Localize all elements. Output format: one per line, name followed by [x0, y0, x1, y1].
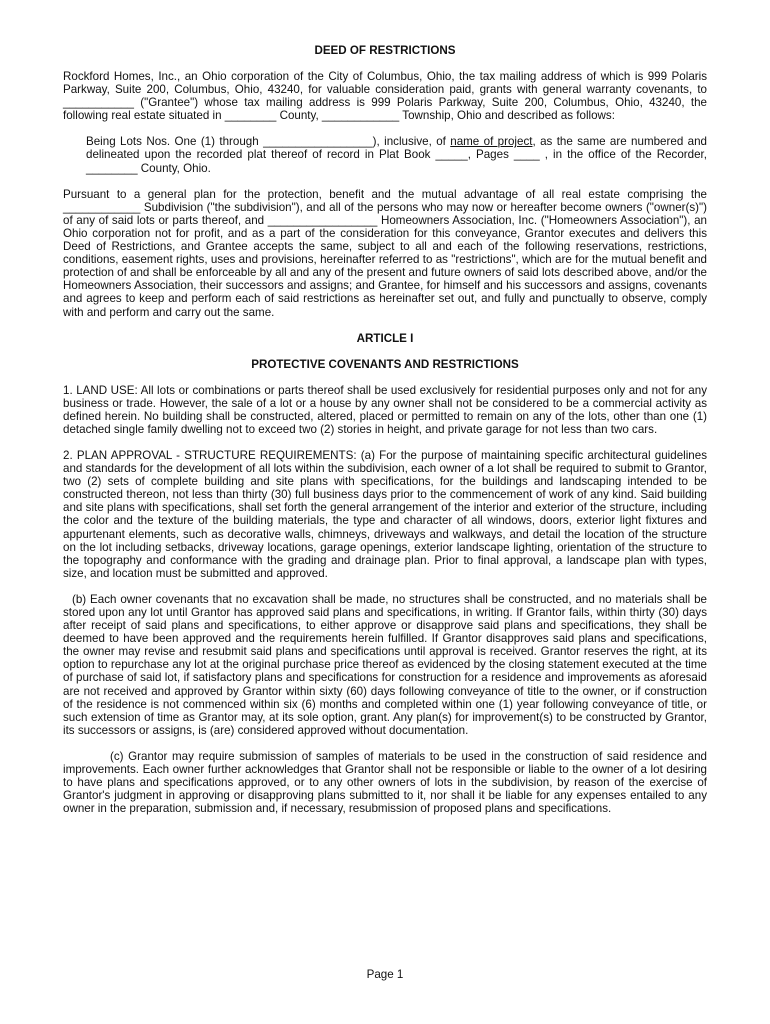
lots-text-post: , as the same are numbered and delineated upon the recorded plat thereof of record in Plat Book _____, Pages ____ , in the office of the Recorder, ________ County, Ohio. [86, 135, 707, 175]
lots-paragraph [63, 135, 707, 174]
document-page [63, 44, 707, 815]
lots-text-pre: Being Lots Nos. One (1) through _________________), inclusive, of [86, 135, 451, 149]
pursuant-paragraph: Pursuant to a general plan for the protection, benefit and the mutual advantage of all real estate comprising the ____________ Subdivision ("the subdivision"), and all of the persons who may now or hereafter become owners ("owner(s)") of any of said lots or parts thereof, and _________________ Homeowners Association, Inc. ("Homeowners Association"), an Ohio corporation not for profit, and as a part of the consideration for this conveyance, Grantor executes and delivers this Deed of Restrictions, and Grantee accepts the same, subject to all and each of the following reservations, restrictions, conditions, easement rights, uses and provisions, hereinafter referred to as "restrictions", which are for the mutual benefit and protection of and shall be enforceable by all and any of the present and future owners of said lots described above, and/or the Homeowners Association, their successors and assigns; and Grantee, for himself and his successors and assigns, covenants and agrees to keep and perform each of said restrictions as hereinafter set out, and fully and punctually to observe, comply with and perform and carry out the same. [63, 187, 707, 319]
plan-approval-paragraph: 2. PLAN APPROVAL - STRUCTURE REQUIREMENTS: (a) For the purpose of maintaining specific architectural guidelines and standards for the development of all lots within the subdivision, each owner of a lot shall be required to submit to Grantor, two (2) sets of complete building and site plans with specifications, for the buildings and landscaping intended to be constructed thereon, not less than thirty (30) full business days prior to the commencement of work of any kind. Said building and site plans with specifications, shall set forth the general arrangement of the interior and exterior of the structure, including the color and the texture of the building materials, the type and character of all windows, doors, exterior light fixtures and appurtenant elements, such as decorative walls, chimneys, driveways and walkways, and detail the location of the structure on the lot including setbacks, driveway locations, garage openings, exterior landscape lighting, orientation of the structure to the topography and conformance with the grading and drainage plan. Prior to final approval, a landscape plan with types, size, and location must be submitted and approved. [63, 448, 707, 580]
paragraph-c: (c) Grantor may require submission of samples of materials to be used in the construction of said residence and improvements. Each owner further acknowledges that Grantor shall not be responsible or liable to the owner of a lot desiring to have plans and specifications approved, or to any other owners of lots in the subdivision, by reason of the exercise of Grantor's judgment in approving or disapproving plans submitted to it, nor shall it be liable for any expenses entailed to any owner in the preparation, submission and, if necessary, resubmission of proposed plans and specifications. [63, 749, 707, 816]
paragraph-b: (b) Each owner covenants that no excavation shall be made, no structures shall be constructed, and no materials shall be stored upon any lot until Grantor has approved said plans and specifications, in writing. If Grantor fails, within thirty (30) days after receipt of said plans and specifications, to either approve or disapprove said plans and specifications, they shall be deemed to have been approved and the requirements herein fulfilled. If Grantor disapproves said plans and specifications, the owner may revise and resubmit said plans and specifications until approval is received. Grantor reserves the right, at its option to repurchase any lot at the original purchase price thereof as evidenced by the closing statement executed at the time of purchase of said lot, if satisfactory plans and specifications for construction for a residence and improvements as aforesaid are not received and approved by Grantor within sixty (60) days following conveyance of title to the owner, or if construction of the residence is not commenced within six (6) months and completed within one (1) year following conveyance of title, or such extension of time as Grantor may, at its sole option, grant. Any plan(s) for improvement(s) to be constructed by Grantor, its successors or assigns, is (are) considered approved without documentation. [63, 592, 707, 737]
document-title: DEED OF RESTRICTIONS [314, 44, 456, 57]
article-heading: ARTICLE I [356, 331, 414, 345]
project-name-placeholder: name of project [450, 135, 533, 149]
section-heading: PROTECTIVE COVENANTS AND RESTRICTIONS [251, 357, 519, 371]
land-use-paragraph: 1. LAND USE: All lots or combinations or parts thereof shall be used exclusively for residential purposes only and not for any business or trade. However, the sale of a lot or a house by any owner shall not be considered to be a commercial activity as defined herein. No building shall be constructed, altered, placed or permitted to remain on any of the lots, other than one (1) detached single family dwelling not to exceed two (2) stories in height, and private garage for not less than two cars. [63, 383, 707, 436]
page-number: Page 1 [366, 968, 404, 981]
intro-paragraph: Rockford Homes, Inc., an Ohio corporation of the City of Columbus, Ohio, the tax mailing address of which is 999 Polaris Parkway, Suite 200, Columbus, Ohio, 43240, for valuable consideration paid, grants with general warranty covenants, to ___________ ("Grantee") whose tax mailing address is 999 Polaris Parkway, Suite 200, Columbus, Ohio, 43240, the following real estate situated in ________ County, ____________ Township, Ohio and described as follows: [63, 70, 707, 123]
